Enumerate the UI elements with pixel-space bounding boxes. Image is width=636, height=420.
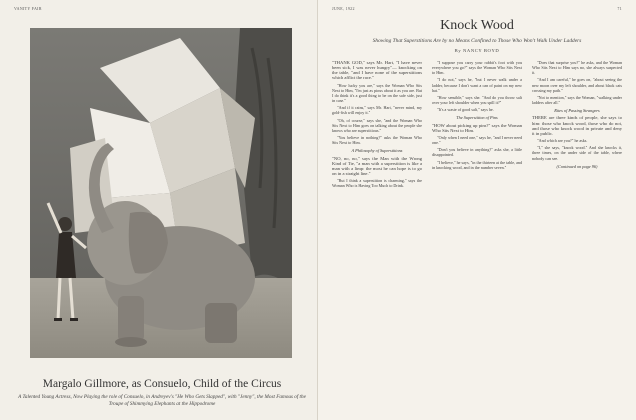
- paragraph: "I," she says, "knock wood." And she knocks it, three times, on the under side of the table, where nobody can see.: [532, 145, 622, 161]
- continued-note: (Continued on page 96): [556, 163, 598, 169]
- right-folio: JUNE, 1922: [332, 6, 355, 11]
- paragraph: "HOW about picking up pins?" says the Woman Who Sits Next to Him.: [432, 122, 522, 133]
- paragraph: "Not to mention," says the Woman, "walking under ladders after all.": [532, 94, 622, 106]
- paragraph: "THANK GOD," says Mr. Hart, "I have never been sick, I was never hungry"— knocking on the table, "and I have none of the superstitions which afflict the race.": [332, 60, 422, 81]
- caption-title: Margalo Gillmore, as Consuelo, Child of the Circus: [42, 378, 282, 390]
- paragraph: "But I think a superstition is charming," says the Woman Who is Having Too Much to Drink.: [332, 178, 422, 189]
- paragraph: "You believe in nothing?" asks the Woman Who Sits Next to Him.: [332, 135, 422, 146]
- article-column-1: [332, 60, 422, 412]
- paragraph: "It's a waste of good salt," says he.: [437, 107, 494, 113]
- paragraph: "And which are you?" he asks.: [537, 138, 588, 144]
- caption-subtitle: A Talented Young Actress, Now Playing the role of Consuelo, in Andreyev's "He Who Gets Slapped", with "Jenny", the Most Famous of the Troupe of Shimmying Elephants at the Hippodrome: [18, 394, 306, 407]
- paragraph: "Does that surprise you?" he asks, and the Woman Who Sits Next to Him says no, she always suspected it.: [532, 60, 622, 76]
- page-number: 71: [617, 6, 622, 11]
- section-heading: A Philosophy of Superstitions: [351, 148, 403, 154]
- article-subhead: Showing That Superstitions Are by no Means Confined to Those Who Won't Walk Under Ladders: [372, 38, 582, 44]
- section-heading: Rites of Passing Strangers: [554, 108, 600, 114]
- paragraph: "NO, no, no," says the Man with the Wrong Kind of Tie, "a man with a superstition is like a man with a limp: the most he can hope is to go on in a straight line.": [332, 155, 422, 176]
- article-byline: By NANCY BOYD: [454, 48, 500, 53]
- paragraph: "Only when I need one," says he, "and I never need one.": [432, 134, 522, 146]
- paragraph: "Oh, of course," says she, "and the Woman Who Sits Next to Him goes on talking about the people she knows who are superstitious.": [332, 117, 422, 133]
- section-heading: The Superstition of Pins: [456, 115, 498, 121]
- paragraph: "And if it rains," says Mr. Hart, "never mind, my gold-fish will enjoy it.": [332, 105, 422, 116]
- article-column-3: [532, 60, 622, 412]
- paragraph: "I do not," says he, "but I never walk under a ladder, because I don't want a can of paint on my new hat.": [432, 77, 522, 93]
- paragraph: "How lucky you are," says the Woman Who Sits Next to Him, "I'm just as pious about it as you are. But I do think it's a good thing to be on the safe side, just in case.": [332, 82, 422, 104]
- left-folio: VANITY FAIR: [14, 6, 42, 11]
- paragraph: "How sensible," says she. "And do you throw salt over your left shoulder when you spill it?": [432, 94, 522, 106]
- paragraph: "And I am careful," he goes on, "about seeing the new moon over my left shoulder, and about black cats crossing my path.": [532, 77, 622, 93]
- elephant-photo: [30, 28, 292, 358]
- paragraph: "Don't you believe in anything?" asks she, a little disappointed.: [432, 147, 522, 158]
- article-headline: Knock Wood: [440, 18, 514, 33]
- paragraph: THERE are three kinds of people, she says to him: those who knock wood, those who do not, and those who knock wood in private and deny it in public.: [532, 115, 622, 136]
- article-column-2: [432, 60, 522, 412]
- photo-illustration: [30, 28, 292, 358]
- paragraph: "I believe," he says, "in the thirteen at the table, and in knocking wood, and in the number seven.": [432, 159, 522, 170]
- right-page: [318, 0, 636, 420]
- paragraph: "I suppose you carry your rabbit's foot with you everywhere you go?" says the Woman Who Sits Next to Him.: [432, 60, 522, 76]
